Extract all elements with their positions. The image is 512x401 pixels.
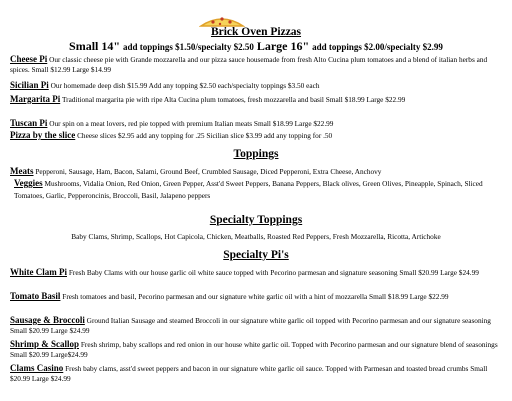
pizza-name: Cheese Pi: [10, 54, 48, 64]
pizza-description: Traditional margarita pie with ripe Alta Cucina plum tomatoes, fresh mozzarella and basil Small $18.99 Large $22.99: [61, 95, 406, 104]
large-size-label: Large 16": [256, 39, 310, 53]
specialty-pi-name: White Clam Pi: [10, 267, 67, 277]
specialty-pi-description: Fresh Baby Clams with our house garlic oil white sauce topped with Pecorino parmesan and signature seasoning Small $20.99 Large $24.99: [68, 268, 479, 277]
pizza-item-cheese: [10, 54, 504, 75]
specialty-pi-item: [10, 291, 504, 302]
meats-label: Meats: [10, 166, 34, 176]
specialty-pi-item: [10, 363, 504, 384]
size-pricing: [0, 39, 512, 54]
specialty-pi-name: Tomato Basil: [10, 291, 61, 301]
specialty-pis-heading: Specialty Pi's: [223, 249, 289, 261]
pizza-item-slice: [10, 130, 504, 141]
specialty-pi-name: Shrimp & Scallop: [10, 339, 80, 349]
menu-title: Brick Oven Pizzas: [210, 26, 302, 38]
pizza-item-tuscan: [10, 118, 504, 129]
veggies-list: Mushrooms, Vidalia Onion, Red Onion, Green Pepper, Asst'd Sweet Peppers, Banana Peppers, Black olives, Green Olives, Pineapple, Spinach, Sliced Tomatoes, Garlic, Pepperoncinis, Broccoli, Basil, Jalapeno peppers: [14, 179, 483, 200]
specialty-pi-item: [10, 339, 504, 360]
specialty-pi-item: [10, 267, 504, 278]
meats-row: [10, 166, 504, 178]
pizza-name: Margarita Pi: [10, 94, 61, 104]
pizza-name: Tuscan Pi: [10, 118, 48, 128]
specialty-pi-name: Clams Casino: [10, 363, 64, 373]
small-size-label: Small 14": [69, 39, 121, 53]
pizza-item-margarita: [10, 94, 504, 105]
specialty-toppings-heading: Specialty Toppings: [209, 214, 303, 226]
specialty-pi-description: Ground Italian Sausage and steamed Broccoli in our signature white garlic oil topped with Pecorino parmesan and our signature seasoning Small $20.99 Large $24.99: [10, 316, 491, 336]
specialty-pi-description: Fresh baby clams, asst'd sweet peppers and bacon in our signature white garlic oil sauce. Topped with Parmesan and toasted bread crumbs Small $20.99 Large $24.99: [10, 364, 488, 384]
specialty-pi-description: Fresh shrimp, baby scallops and red onion in our house white garlic oil. Topped with Pecorino parmesan and our signature blend of seasonings Small $20.99 Large$24.99: [10, 340, 498, 360]
toppings-heading: Toppings: [233, 148, 279, 160]
veggies-row: [10, 178, 504, 201]
pizza-name: Pizza by the slice: [10, 130, 76, 140]
large-size-addons: add toppings $2.00/specialty $2.99: [312, 42, 443, 52]
specialty-toppings-list: Baby Clams, Shrimp, Scallops, Hot Capicola, Chicken, Meatballs, Roasted Red Peppers, Fresh Mozzarella, Ricotta, Artichoke: [71, 232, 441, 241]
specialty-pi-name: Sausage & Broccoli: [10, 315, 85, 325]
pizza-description: Our spin on a meat lovers, red pie topped with premium Italian meats Small $18.99 Large $22.99: [49, 119, 334, 128]
pizza-description: Cheese slices $2.95 add any topping for .25 Sicilian slice $3.99 add any topping for .50: [77, 131, 333, 140]
meats-list: Pepperoni, Sausage, Ham, Bacon, Salami, Ground Beef, Crumbled Sausage, Diced Pepperoni, Extra Cheese, Anchovy: [35, 167, 382, 176]
small-size-addons: add toppings $1.50/specialty $2.50: [123, 42, 254, 52]
veggies-label: Veggies: [14, 178, 43, 188]
specialty-pi-description: Fresh tomatoes and basil, Pecorino parmesan and our signature white garlic oil with a hint of mozzarella Small $18.99 Large $22.99: [62, 292, 449, 301]
pizza-description: Our classic cheese pie with Grande mozzarella and our pizza sauce housemade from fresh Alto Cucina plum tomatoes and a blend of italian herbs and spices. Small $12.99 Large $14.99: [10, 55, 488, 75]
pizza-name: Sicilian Pi: [10, 80, 49, 90]
pizza-item-sicilian: [10, 80, 504, 91]
specialty-pi-item: [10, 315, 504, 336]
pizza-description: Our homemade deep dish $15.99 Add any topping $2.50 each/specialty toppings $3.50 each: [50, 81, 320, 90]
